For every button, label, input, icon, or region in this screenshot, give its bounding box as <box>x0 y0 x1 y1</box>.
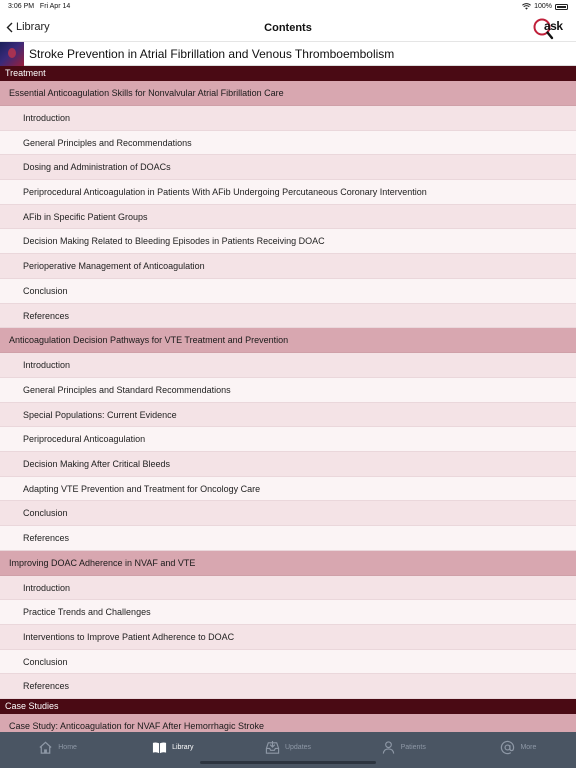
toc-item[interactable]: Conclusion <box>0 501 576 526</box>
toc-item[interactable]: Introduction <box>0 106 576 131</box>
toc-item[interactable]: Conclusion <box>0 279 576 304</box>
chapter-row[interactable]: Essential Anticoagulation Skills for Nonvalvular Atrial Fibrillation Care <box>0 81 576 106</box>
toc-item[interactable]: Adapting VTE Prevention and Treatment for Oncology Care <box>0 477 576 502</box>
tab-label: Library <box>172 743 194 751</box>
book-cover-image <box>0 42 24 66</box>
chapter-row[interactable]: Anticoagulation Decision Pathways for VTE Treatment and Prevention <box>0 328 576 353</box>
tab-label: Patients <box>400 743 426 751</box>
tab-home[interactable] <box>0 732 115 768</box>
ask-logo-text: ask <box>544 19 563 33</box>
table-of-contents <box>0 66 576 732</box>
ask-search-button[interactable] <box>532 17 566 41</box>
at-icon <box>500 740 515 755</box>
toc-item[interactable]: Decision Making Related to Bleeding Episodes in Patients Receiving DOAC <box>0 229 576 254</box>
toc-item[interactable]: Conclusion <box>0 650 576 675</box>
status-clock: 3:06 PM <box>8 3 35 10</box>
person-icon <box>381 740 396 755</box>
toc-item[interactable]: Perioperative Management of Anticoagulation <box>0 254 576 279</box>
home-icon <box>38 740 53 755</box>
back-button-label: Library <box>16 21 50 33</box>
chevron-left-icon <box>6 22 13 33</box>
status-date: Fri Apr 14 <box>39 3 71 10</box>
back-button[interactable] <box>6 21 50 33</box>
tab-label: More <box>520 743 537 751</box>
toc-item[interactable]: General Principles and Recommendations <box>0 131 576 156</box>
book-header <box>0 42 576 66</box>
toc-item[interactable]: General Principles and Standard Recommendations <box>0 378 576 403</box>
toc-item[interactable]: References <box>0 674 576 699</box>
toc-item[interactable]: Dosing and Administration of DOACs <box>0 155 576 180</box>
toc-item[interactable]: Introduction <box>0 353 576 378</box>
section-header: Case Studies <box>0 699 576 714</box>
toc-item[interactable]: Interventions to Improve Patient Adherence to DOAC <box>0 625 576 650</box>
battery-icon <box>555 4 568 10</box>
navigation-bar <box>0 14 576 42</box>
toc-item[interactable]: Periprocedural Anticoagulation in Patients With AFib Undergoing Percutaneous Coronary Intervention <box>0 180 576 205</box>
toc-item[interactable]: References <box>0 304 576 329</box>
section-header: Treatment <box>0 66 576 81</box>
tab-more[interactable] <box>461 732 576 768</box>
chapter-row[interactable]: Case Study: Anticoagulation for NVAF After Hemorrhagic Stroke <box>0 714 576 732</box>
toc-item[interactable]: Practice Trends and Challenges <box>0 600 576 625</box>
inbox-icon <box>265 740 280 755</box>
toc-item[interactable]: Decision Making After Critical Bleeds <box>0 452 576 477</box>
book-title: Stroke Prevention in Atrial Fibrillation and Venous Thromboembolism <box>29 46 395 61</box>
chapter-row[interactable]: Improving DOAC Adherence in NVAF and VTE <box>0 551 576 576</box>
home-indicator <box>200 761 376 764</box>
status-bar <box>0 0 576 14</box>
battery-percent: 100% <box>534 3 552 10</box>
wifi-icon <box>522 3 531 10</box>
page-title: Contents <box>264 22 312 34</box>
tab-label: Home <box>58 743 77 751</box>
status-indicators <box>522 3 568 10</box>
status-time <box>8 3 70 10</box>
toc-item[interactable]: Introduction <box>0 576 576 601</box>
toc-item[interactable]: References <box>0 526 576 551</box>
toc-item[interactable]: Periprocedural Anticoagulation <box>0 427 576 452</box>
tab-label: Updates <box>284 743 312 751</box>
toc-item[interactable]: AFib in Specific Patient Groups <box>0 205 576 230</box>
book-icon <box>152 740 167 755</box>
toc-item[interactable]: Special Populations: Current Evidence <box>0 403 576 428</box>
